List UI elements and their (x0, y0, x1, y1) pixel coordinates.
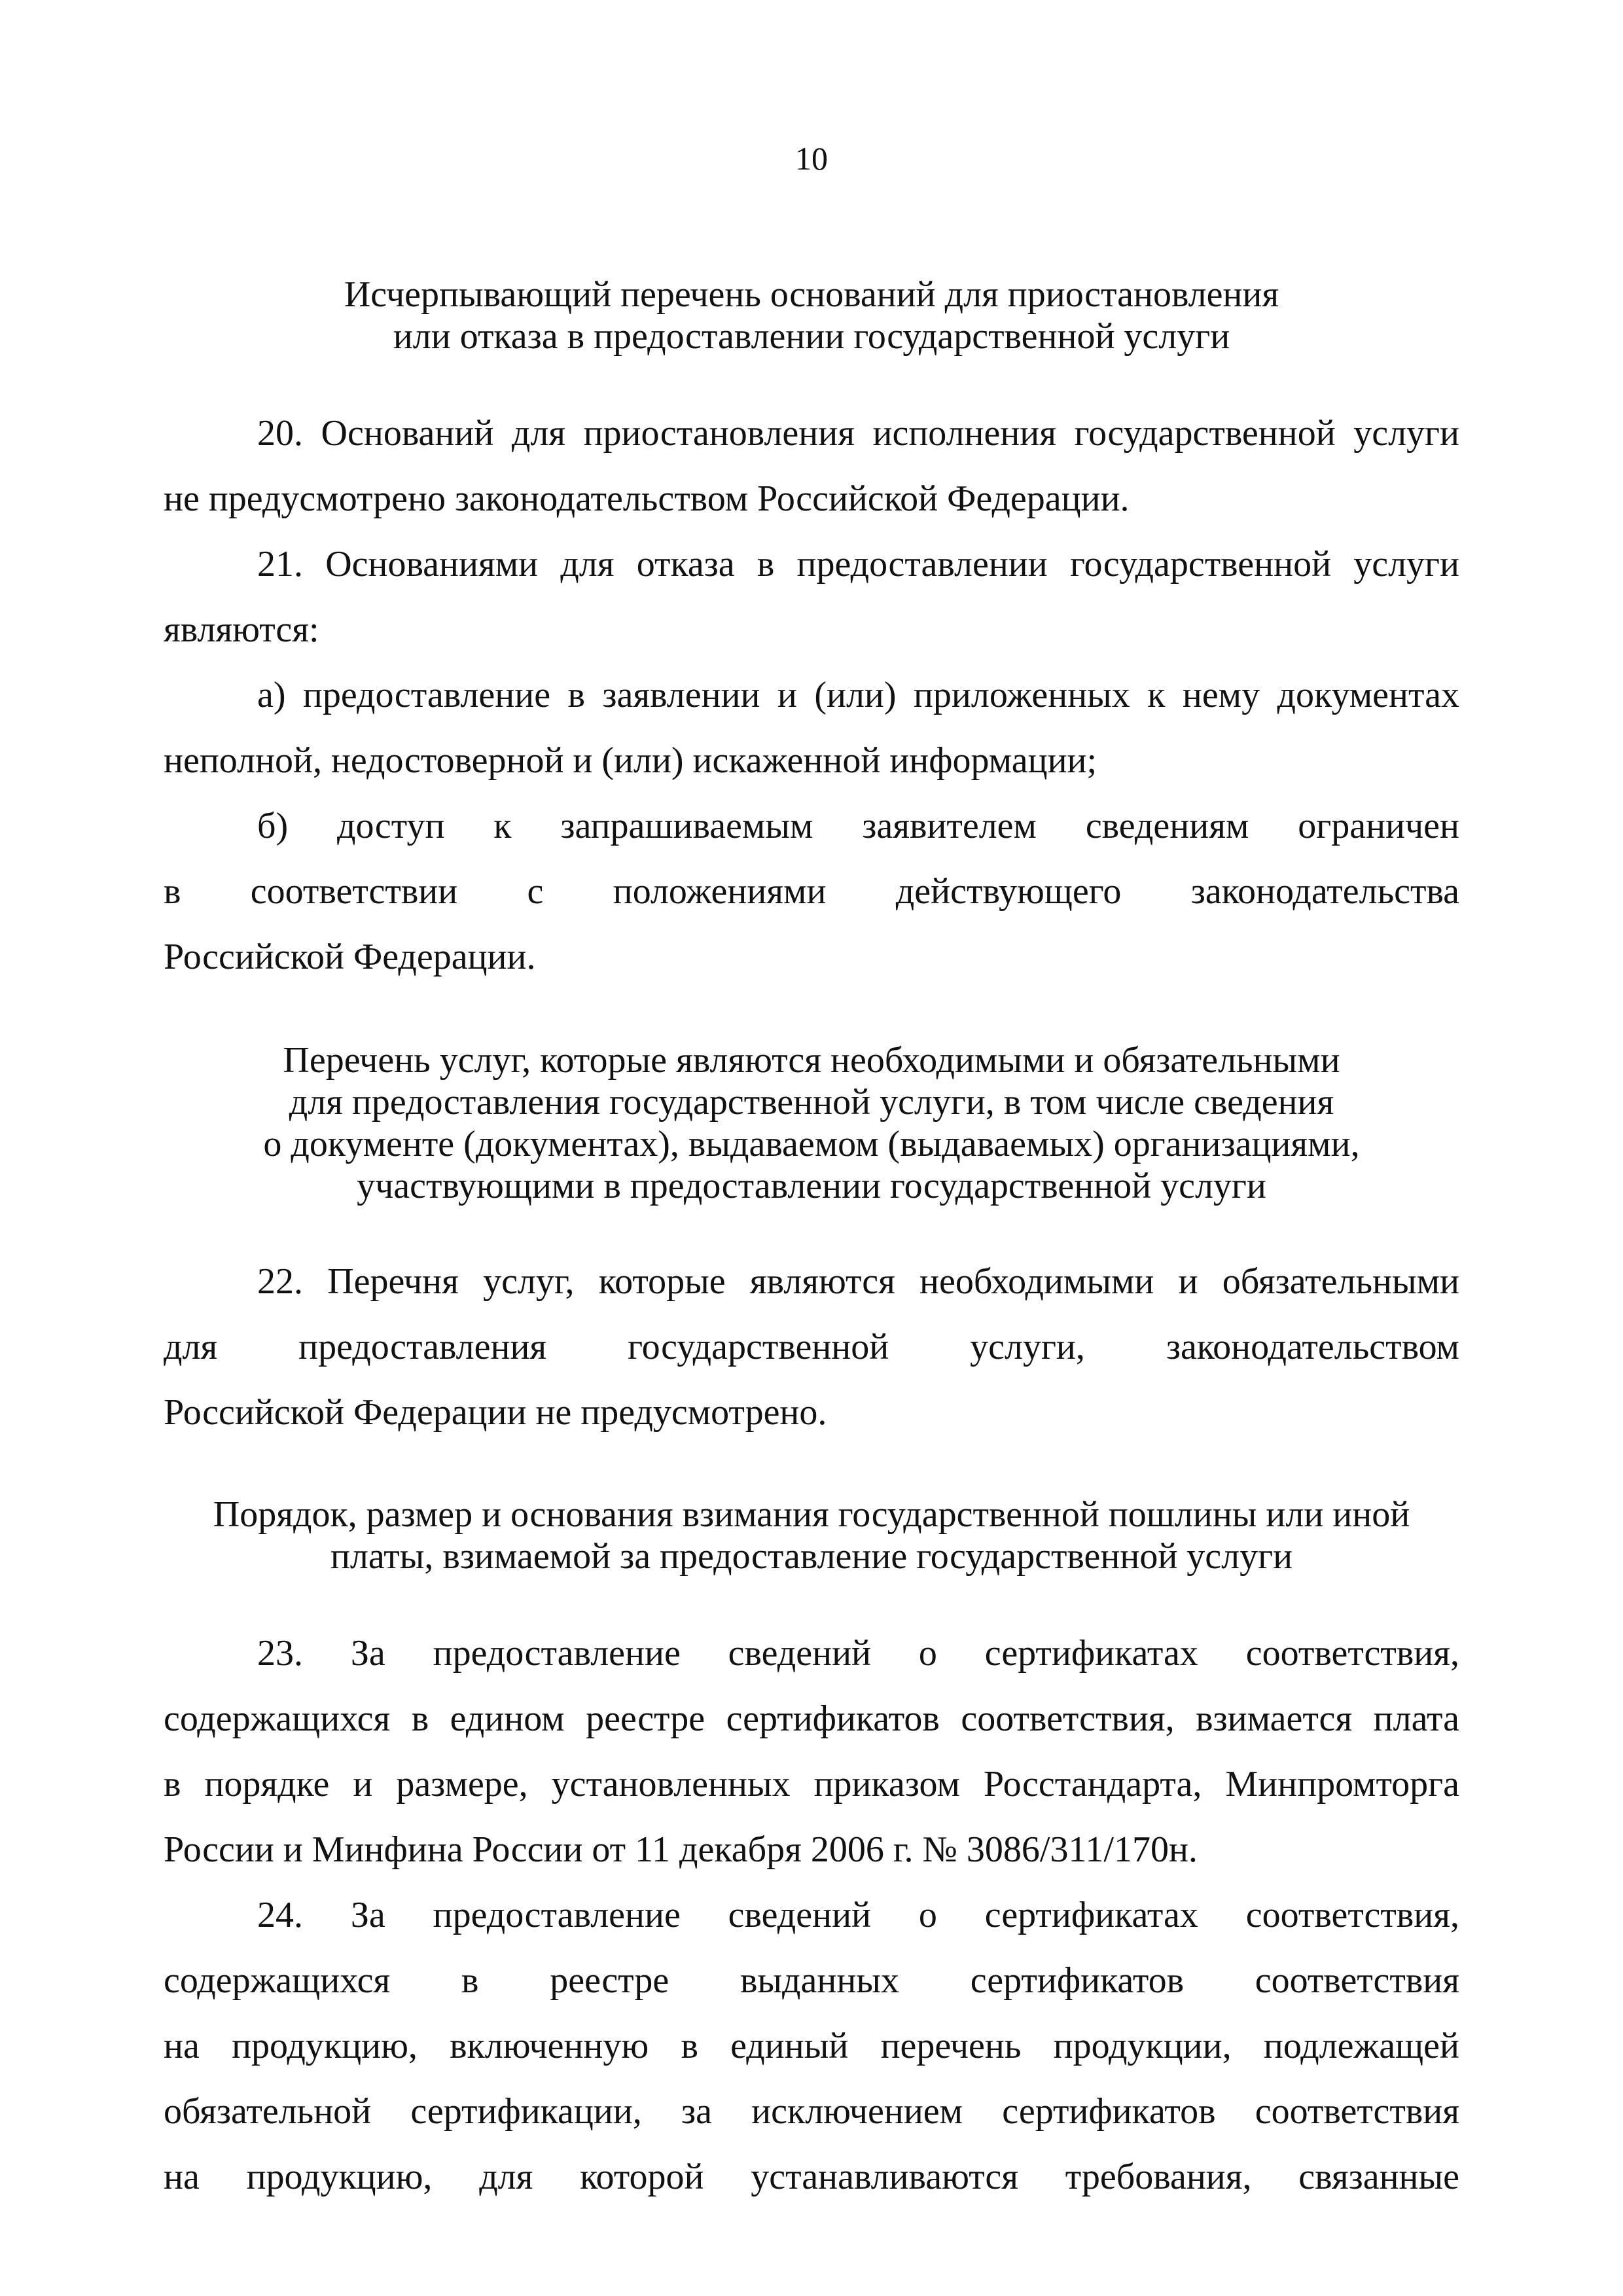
heading-line: или отказа в предоставлении государственной услуги (393, 316, 1230, 357)
heading-line: Исчерпывающий перечень оснований для приостановления (344, 274, 1279, 315)
paragraph-line: а) предоставление в заявлении и (или) приложенных к нему документах (257, 675, 1459, 715)
heading-line: для предоставления государственной услуги, в том числе сведения (289, 1082, 1334, 1122)
paragraph-item-b (164, 793, 1459, 990)
paragraph-line: 24. За предоставление сведений о сертификатах соответствия, (257, 1895, 1459, 1935)
paragraph-line: содержащихся в реестре выданных сертификатов соответствия (164, 1960, 1459, 2001)
paragraph-line: на продукцию, включенную в единый перечень продукции, подлежащей (164, 2026, 1459, 2066)
paragraph-line: на продукцию, для которой устанавливаются требования, связанные (164, 2157, 1459, 2197)
section-heading-grounds-refusal (164, 274, 1459, 357)
heading-line: Порядок, размер и основания взимания государственной пошлины или иной (213, 1494, 1410, 1535)
paragraph-line: 20. Оснований для приостановления исполнения государственной услуги (257, 413, 1459, 454)
page-number: 10 (795, 140, 828, 177)
section-heading-state-fee (164, 1494, 1459, 1577)
paragraph-22 (164, 1249, 1459, 1445)
paragraph-line: б) доступ к запрашиваемым заявителем сведениям ограничен (257, 806, 1459, 846)
paragraph-20 (164, 401, 1459, 531)
heading-line: участвующими в предоставлении государственной услуги (357, 1166, 1266, 1206)
paragraph-line: в порядке и размере, установленных приказом Росстандарта, Минпромторга (164, 1764, 1459, 1804)
heading-line: о документе (документах), выдаваемом (выдаваемых) организациями, (263, 1124, 1360, 1164)
paragraph-line: не предусмотрено законодательством Российской Федерации. (164, 478, 1130, 519)
paragraph-line: России и Минфина России от 11 декабря 2006 г. № 3086/311/170н. (164, 1829, 1198, 1870)
paragraph-line: являются: (164, 609, 319, 650)
paragraph-line: 22. Перечня услуг, которые являются необходимыми и обязательными (257, 1261, 1459, 1302)
section-heading-required-services (164, 1039, 1459, 1207)
paragraph-24 (164, 1882, 1459, 2210)
paragraph-line: Российской Федерации не предусмотрено. (164, 1392, 827, 1433)
paragraph-23 (164, 1621, 1459, 1882)
paragraph-21 (164, 531, 1459, 662)
paragraph-item-a (164, 662, 1459, 793)
heading-line: Перечень услуг, которые являются необходимыми и обязательными (283, 1040, 1340, 1081)
paragraph-line: 21. Основаниями для отказа в предоставлении государственной услуги (257, 544, 1459, 584)
paragraph-line: в соответствии с положениями действующего законодательства (164, 871, 1459, 912)
heading-line: платы, взимаемой за предоставление государственной услуги (330, 1536, 1293, 1577)
paragraph-line: Российской Федерации. (164, 937, 536, 977)
paragraph-line: для предоставления государственной услуги, законодательством (164, 1327, 1459, 1367)
paragraph-line: 23. За предоставление сведений о сертификатах соответствия, (257, 1633, 1459, 1674)
paragraph-line: неполной, недостоверной и (или) искаженной информации; (164, 740, 1097, 781)
paragraph-line: содержащихся в едином реестре сертификатов соответствия, взимается плата (164, 1698, 1459, 1739)
paragraph-line: обязательной сертификации, за исключением сертификатов соответствия (164, 2091, 1459, 2132)
